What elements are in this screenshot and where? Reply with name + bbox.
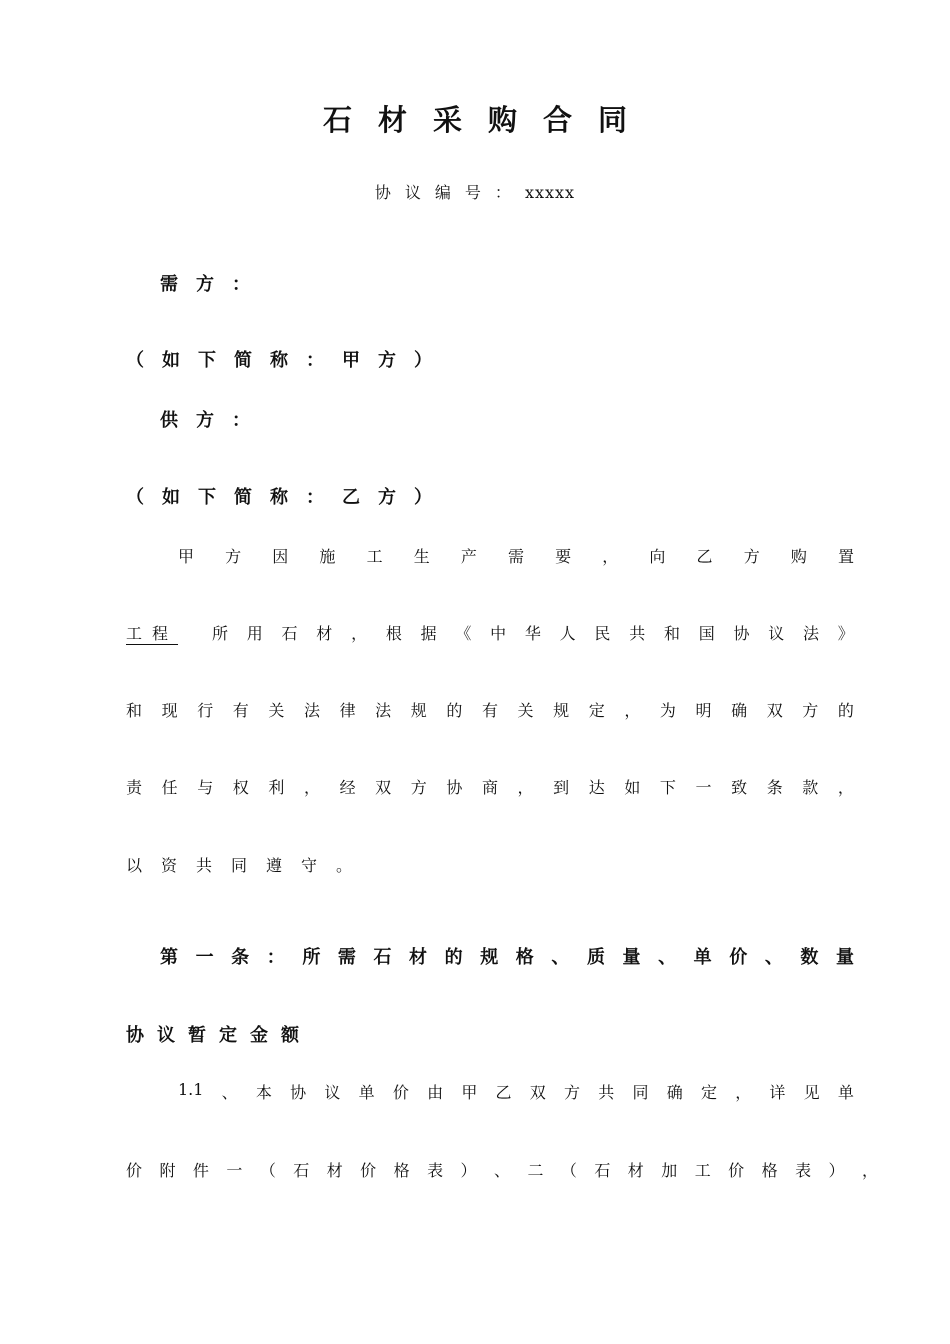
article-1-heading: 第 一 条 ： 所 需 石 材 的 规 格 、 质 量 、 单 价 、 数 量 <box>160 947 854 968</box>
doc-number <box>0 180 950 203</box>
doc-number-value: xxxxx <box>524 183 576 202</box>
supplier-label: 供方： <box>160 410 268 431</box>
article-1-heading-cont: 协议暂定金额 <box>126 1025 312 1046</box>
intro-line-2 <box>126 621 854 644</box>
clause-1-1-line-2: 价 附 件 一 （ 石 材 价 格 表 ） 、 二 （ 石 材 加 工 价 格 表 ） ， <box>126 1161 878 1180</box>
buyer-alias: （如下简称：甲方） <box>126 350 450 371</box>
document-title: 石材采购合同 <box>322 103 653 137</box>
intro-line-4: 责 任 与 权 利 ， 经 双 方 协 商 ， 到 达 如 下 一 致 条 款 ， <box>126 778 854 797</box>
buyer-label: 需方： <box>160 274 268 295</box>
project-name-blank: 工程 <box>126 624 179 643</box>
intro-line-2-text: 所 用 石 材 ， 根 据 《 中 华 人 民 共 和 国 协 议 法 》 <box>212 624 854 643</box>
supplier-alias: （如下简称：乙方） <box>126 487 450 508</box>
clause-1-1-line-1: 1.1 、 本 协 议 单 价 由 甲 乙 双 方 共 同 确 定 ， 详 见 单 <box>178 1080 854 1102</box>
intro-line-5: 以资共同遵守。 <box>126 856 372 875</box>
intro-line-1: 甲 方 因 施 工 生 产 需 要 ， 向 乙 方 购 置 <box>178 547 854 566</box>
intro-line-3: 和 现 行 有 关 法 律 法 规 的 有 关 规 定 ， 为 明 确 双 方 的 <box>126 701 854 720</box>
doc-number-label: 协议编号： <box>374 183 525 202</box>
